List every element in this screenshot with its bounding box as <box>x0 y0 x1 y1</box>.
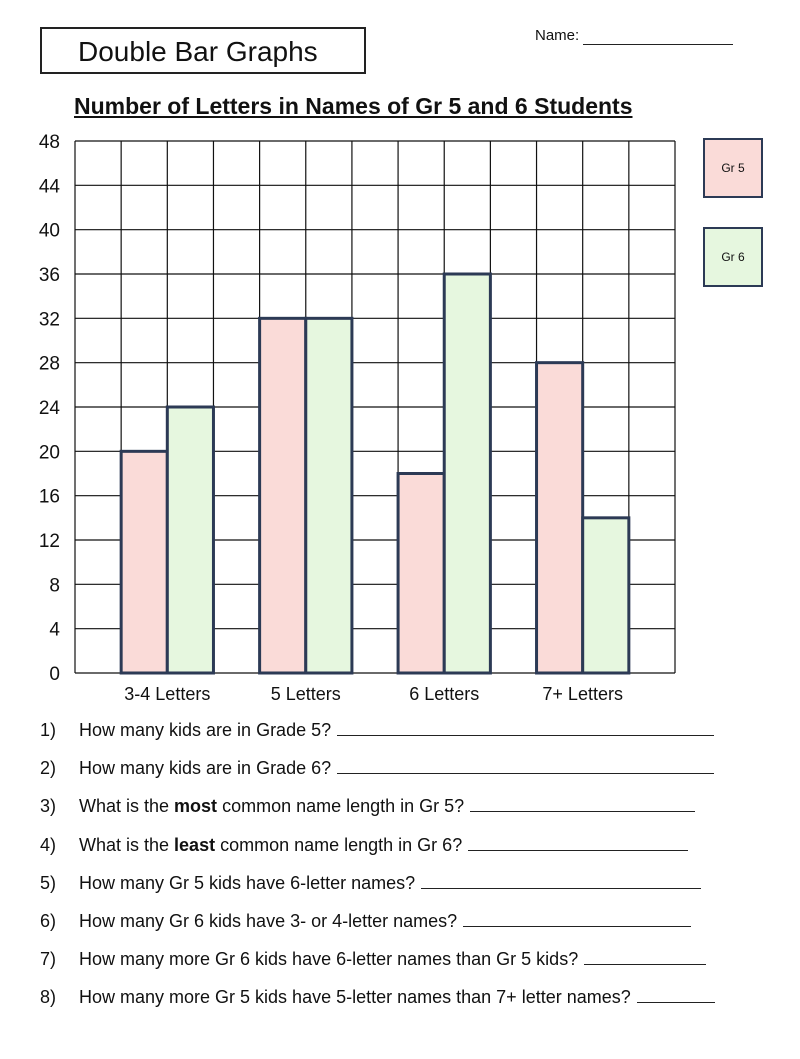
name-label: Name: <box>535 27 580 44</box>
question-6: 6) How many Gr 6 kids have 3- or 4-letter names? <box>40 910 691 932</box>
bar-gr6-4 <box>583 518 629 673</box>
answer-blank-2[interactable] <box>337 757 714 774</box>
bar-gr5-4 <box>537 363 583 673</box>
y-tick-label: 44 <box>38 176 60 198</box>
y-tick-label: 20 <box>38 442 60 464</box>
question-2: 2) How many kids are in Grade 6? <box>40 757 714 779</box>
legend-gr6-label: Gr 6 <box>721 250 745 264</box>
y-tick-label: 40 <box>38 220 60 242</box>
bar-gr6-2 <box>306 318 352 673</box>
answer-blank-1[interactable] <box>337 719 714 736</box>
y-tick-label: 48 <box>38 132 60 153</box>
bar-gr5-1 <box>121 451 167 673</box>
answer-blank-8[interactable] <box>637 986 715 1003</box>
y-tick-label: 16 <box>38 486 60 508</box>
x-tick-label: 5 Letters <box>270 684 341 704</box>
x-tick-label: 3-4 Letters <box>124 684 211 704</box>
y-tick-label: 24 <box>38 398 60 419</box>
answer-blank-5[interactable] <box>421 872 701 889</box>
question-5: 5) How many Gr 5 kids have 6-letter names? <box>40 872 701 894</box>
y-tick-label: 4 <box>49 619 60 641</box>
legend-gr5-label: Gr 5 <box>721 161 745 175</box>
y-tick-label: 36 <box>38 265 60 286</box>
answer-blank-4[interactable] <box>468 834 688 851</box>
legend-gr6 <box>703 227 763 287</box>
legend-gr5 <box>703 138 763 198</box>
x-tick-label: 6 Letters <box>409 684 480 704</box>
question-4: 4) What is the least common name length in Gr 6? <box>40 834 688 856</box>
answer-blank-3[interactable] <box>470 795 695 812</box>
answer-blank-7[interactable] <box>584 948 706 965</box>
y-tick-label: 32 <box>38 309 60 331</box>
question-7: 7) How many more Gr 6 kids have 6-letter names than Gr 5 kids? <box>40 948 706 970</box>
worksheet-title: Double Bar Graphs <box>78 36 318 67</box>
bar-gr6-3 <box>444 274 490 673</box>
chart-title: Number of Letters in Names of Gr 5 and 6 Students <box>74 93 633 119</box>
y-tick-label: 8 <box>49 575 60 597</box>
bar-gr6-1 <box>167 407 213 673</box>
bar-gr5-3 <box>398 474 444 674</box>
answer-blank-6[interactable] <box>463 910 691 927</box>
y-tick-label: 12 <box>38 531 60 552</box>
question-8: 8) How many more Gr 5 kids have 5-letter names than 7+ letter names? <box>40 986 715 1008</box>
y-tick-label: 28 <box>38 353 60 375</box>
x-tick-label: 7+ Letters <box>542 684 623 704</box>
y-tick-label: 0 <box>49 664 60 685</box>
question-1: 1) How many kids are in Grade 5? <box>40 719 714 741</box>
bar-gr5-2 <box>260 318 306 673</box>
question-3: 3) What is the most common name length in Gr 5? <box>40 795 695 817</box>
